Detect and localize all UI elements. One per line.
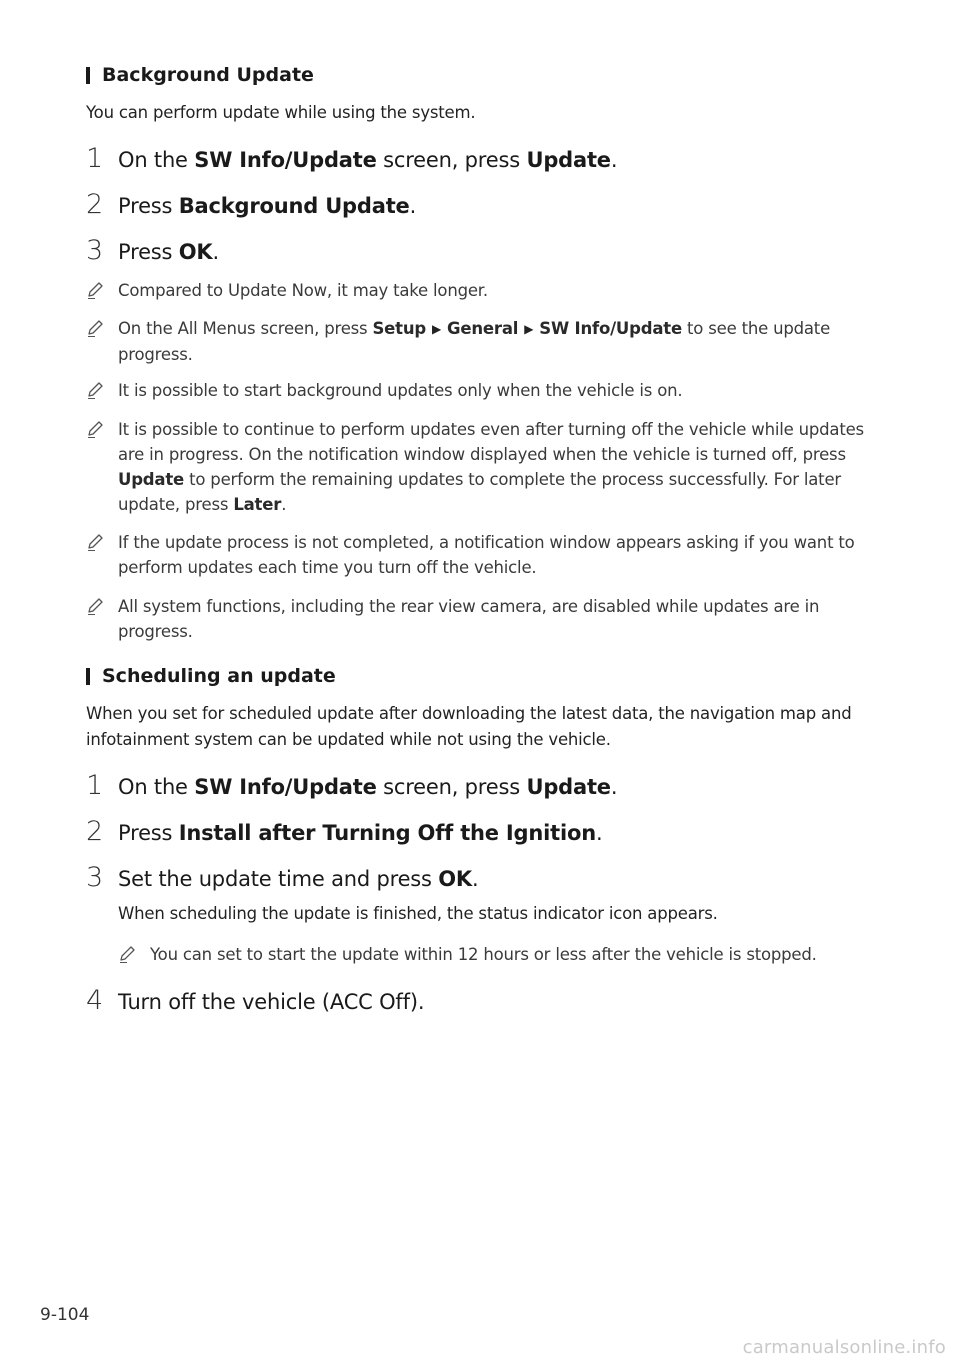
triangle-right-icon: ▶ <box>524 322 534 336</box>
step-description: When scheduling the update is finished, the status indicator icon appears. <box>118 904 718 923</box>
pencil-note-icon <box>86 316 118 341</box>
note-text: If the update process is not completed, a notification window appears asking if you want to perform updates each time you turn off the vehicle. <box>118 533 855 577</box>
step-text: Turn off the vehicle (ACC Off). <box>118 990 425 1014</box>
note <box>86 378 870 403</box>
pencil-note-icon <box>118 942 150 967</box>
button-name: Update <box>526 148 611 172</box>
button-name: Install after Turning Off the Ignition <box>178 821 596 845</box>
step-1: 1 On the SW Info/Update screen, press Update. <box>86 770 618 801</box>
pencil-note-icon <box>86 378 118 403</box>
button-name: Later <box>233 495 282 514</box>
section-heading-text: Scheduling an update <box>102 665 336 687</box>
note <box>86 417 870 517</box>
step-number: 3 <box>86 862 103 893</box>
button-name: OK <box>438 867 472 891</box>
pencil-note-icon <box>86 530 118 555</box>
step-2: 2 Press Install after Turning Off the Ignition. <box>86 816 603 847</box>
menu-path-setup: Setup <box>372 319 427 338</box>
watermark: carmanualsonline.info <box>742 1337 946 1358</box>
step-3: 3 Set the update time and press OK. <box>86 862 479 893</box>
button-name: Background Update <box>178 194 410 218</box>
note-text: On the All Menus screen, press Setup ▶ General ▶ SW Info/Update to see the update progress. <box>118 319 831 364</box>
menu-path-sw-info: SW Info/Update <box>539 319 682 338</box>
heading-bar <box>86 67 90 84</box>
step-3: 3 Press OK. <box>86 235 219 266</box>
button-name: Update <box>526 775 611 799</box>
step-number: 1 <box>86 143 103 174</box>
pencil-note-icon <box>86 417 118 442</box>
section-heading-background-update <box>86 64 314 86</box>
note <box>86 278 870 303</box>
button-name: Update <box>118 470 185 489</box>
pencil-note-icon <box>86 278 118 303</box>
section-heading-text: Background Update <box>102 64 314 86</box>
note-text: It is possible to continue to perform updates even after turning off the vehicle while updates are in progress. On the notification window displayed when the vehicle is turned off, press Update to perform the remaining updates to complete the process successfully. For later update, press Later. <box>118 420 864 514</box>
step-number: 1 <box>86 770 103 801</box>
note-text: It is possible to start background updates only when the vehicle is on. <box>118 381 683 400</box>
step-number: 2 <box>86 816 103 847</box>
button-name: OK <box>178 240 213 264</box>
note <box>118 942 870 967</box>
step-number: 4 <box>86 985 103 1016</box>
note-text: All system functions, including the rear view camera, are disabled while updates are in progress. <box>118 597 820 641</box>
menu-path-general: General <box>447 319 519 338</box>
section-heading-scheduling <box>86 665 336 687</box>
note <box>86 530 870 580</box>
step-number: 2 <box>86 189 103 220</box>
note <box>86 594 870 644</box>
triangle-right-icon: ▶ <box>432 322 442 336</box>
pencil-note-icon <box>86 594 118 619</box>
note <box>86 316 870 367</box>
section-intro: When you set for scheduled update after downloading the latest data, the navigation map and infotainment system can be updated while not using the vehicle. <box>86 704 852 749</box>
page-number: 9-104 <box>40 1305 90 1325</box>
step-number: 3 <box>86 235 103 266</box>
menu-name: SW Info/Update <box>194 148 377 172</box>
step-4 <box>86 985 886 1016</box>
menu-name: SW Info/Update <box>194 775 377 799</box>
note-text: Compared to Update Now, it may take longer. <box>118 281 488 300</box>
step-2: 2 Press Background Update. <box>86 189 417 220</box>
heading-bar <box>86 668 90 685</box>
note-text: You can set to start the update within 12 hours or less after the vehicle is stopped. <box>150 945 817 964</box>
section-intro: You can perform update while using the system. <box>86 103 476 122</box>
step-1: 1 On the SW Info/Update screen, press Update. <box>86 143 618 174</box>
